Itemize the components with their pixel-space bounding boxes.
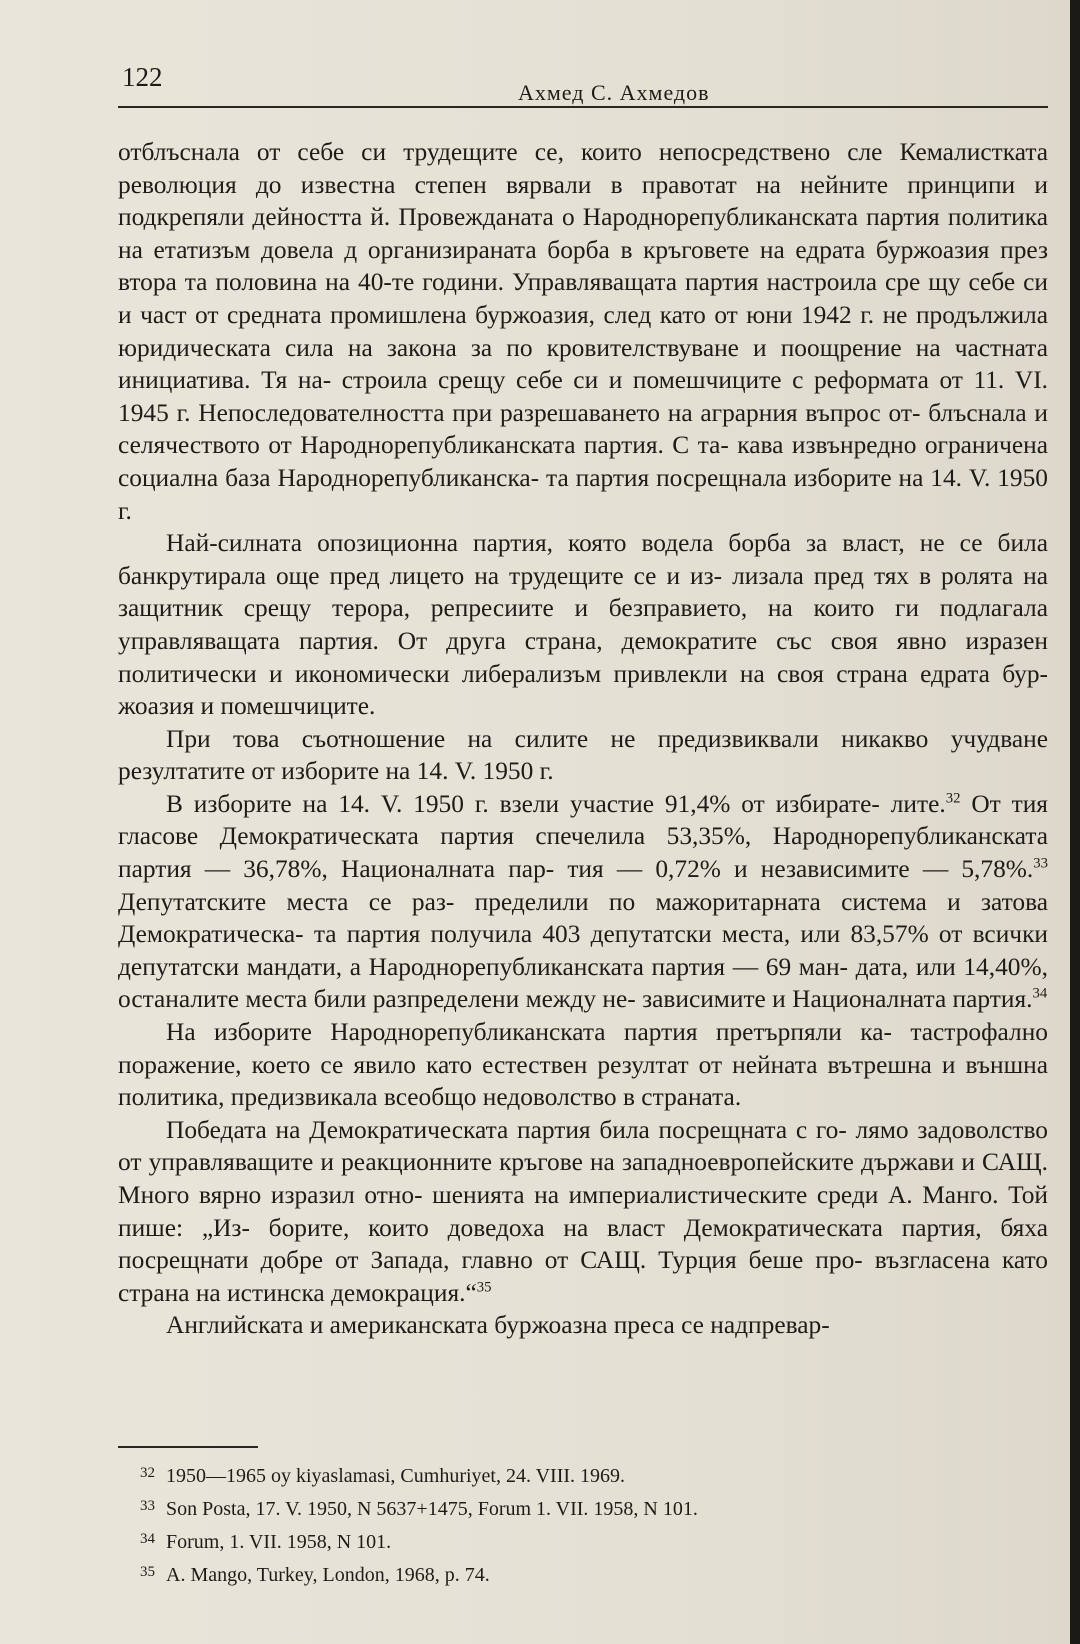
footnote-ref: 35 xyxy=(476,1279,492,1296)
footnote xyxy=(140,1557,1040,1590)
footnote-number: 35 xyxy=(140,1564,155,1580)
footnote-text: A. Mango, Turkey, London, 1968, p. 74. xyxy=(166,1564,490,1586)
body-text xyxy=(118,136,1048,1342)
paragraph-text: От тия гласове Демократическата партия спечелила 53,35%, Народнорепубликанската партия — 36,78%, Националната пар- тия — 0,72% и независимите — 5,78%. xyxy=(118,789,1048,884)
paragraph: отблъснала от себе си трудещите се, които непосредствено сле Кемалистката революция до известна степен вярвали в правотат на нейните принципи и подкрепяли дейността й. Провежданата о Народнорепубликанската партия политика на етатизъм довела д организираната борба в кръговете на едрата буржоазия през втора та половина на 40-те години. Управляващата партия настроила сре щу себе си и част от средната промишлена буржоазия, след като от юни 1942 г. не продължила юридическата сила на закона за по кровителствуване и поощрение на частната инициатива. Тя на- строила срещу себе си и помешчиците с реформата от 11. VI. 1945 г. Непоследователността при разрешаването на аграрния въпрос от- блъснала и селячеството от Народнорепубликанската партия. С та- кава извънредно ограничена социална база Народнорепубликанска- та партия посрещнала изборите на 14. V. 1950 г. xyxy=(118,138,1048,525)
footnote-number: 33 xyxy=(140,1498,155,1514)
header-rule xyxy=(118,106,1048,108)
footnotes xyxy=(140,1458,1040,1590)
running-head: Ахмед С. Ахмедов xyxy=(518,80,710,105)
paragraph-text: В изборите на 14. V. 1950 г. взели участие 91,4% от избирате- лите. xyxy=(166,789,946,818)
page-number: 122 xyxy=(122,62,163,92)
paragraph: При това съотношение на силите не предизвиквали никакво учудване резултатите от изборите на 14. V. 1950 г. xyxy=(118,724,1048,786)
footnote-number: 32 xyxy=(140,1465,155,1481)
page-edge-shadow xyxy=(1070,0,1080,1644)
footnote xyxy=(140,1491,1040,1524)
paragraph: На изборите Народнорепубликанската партия претърпяли ка- тастрофално поражение, което се явило като естествен резултат от нейната вътрешна и външна политика, предизвикала всеобщо недоволство в страната. xyxy=(118,1018,1048,1112)
paragraph: Английската и американската буржоазна преса се надпревар- xyxy=(166,1311,830,1340)
paragraph xyxy=(118,1114,1048,1310)
footnote-text: Son Posta, 17. V. 1950, N 5637+1475, Forum 1. VII. 1958, N 101. xyxy=(166,1498,698,1520)
footnote xyxy=(140,1524,1040,1557)
page-header xyxy=(118,62,1048,114)
footnote-text: 1950—1965 oy kiyaslamasi, Cumhuriyet, 24. VIII. 1969. xyxy=(166,1465,626,1487)
footnote-ref: 32 xyxy=(945,790,961,807)
footnote xyxy=(140,1458,1040,1491)
paragraph-text: Депутатските места се раз- пределили по мажоритарната система и затова Демократическа- та партия получила 403 депутатски места, или 83,57% от всички депутатски мандати, а Народнорепубликанската партия — 69 ман- дата, или 14,40%, останалите места били разпределени между не- зависимите и Националната партия. xyxy=(118,887,1048,1014)
footnote-text: Forum, 1. VII. 1958, N 101. xyxy=(166,1531,392,1553)
footnote-ref: 33 xyxy=(1033,855,1048,872)
footnote-rule xyxy=(118,1446,258,1448)
paragraph-text: Победата на Демократическата партия била посрещната с го- лямо задоволство от управляващите и реакционните кръгове на западноевропейските държави и САЩ. Много вярно изразил отно- шенията на империалистическите среди А. Манго. Той пише: „Из- борите, които доведоха на власт Демократическата партия, бяха посрещнати добре от Запада, главно от САЩ. Турция беше про- възгласена като страна на истинска демокрация.“ xyxy=(118,1115,1048,1307)
footnote-ref: 34 xyxy=(1032,985,1048,1002)
paragraph xyxy=(118,788,1048,1016)
paragraph: Най-силната опозиционна партия, която водела борба за власт, не се била банкрутирала още пред лицето на трудещите се и из- лизала пред тях в ролята на защитник срещу терора, репресиите и безправието, на които ги подлагала управляващата партия. От друга страна, демократите със своя явно изразен политически и икономически либерализъм привлекли на своя страна едрата бур- жоазия и помешчиците. xyxy=(118,529,1048,721)
footnote-number: 34 xyxy=(140,1531,155,1547)
